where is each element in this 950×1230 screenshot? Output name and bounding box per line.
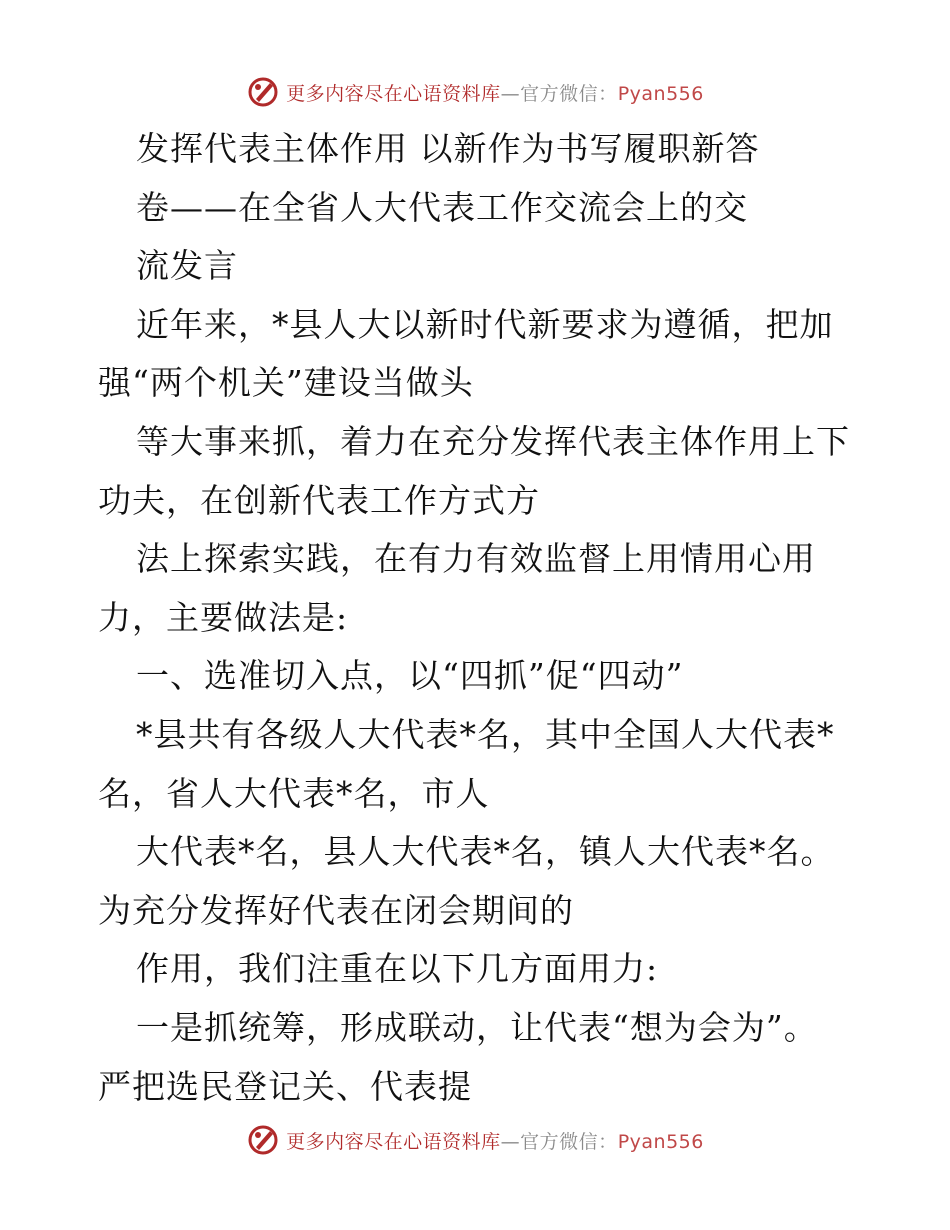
text-line: *县共有各级人大代表*名，其中全国人大代表* <box>136 714 835 754</box>
text-line: 近年来，*县人大以新时代新要求为遵循，把加 <box>136 304 834 344</box>
document-body <box>98 120 858 1116</box>
text-line: 为充分发挥好代表在闭会期间的 <box>98 890 574 930</box>
text-line: 卷——在全省人大代表工作交流会上的交 <box>136 187 748 227</box>
text-line: 一是抓统筹，形成联动，让代表“想为会为”。 <box>136 1007 818 1047</box>
text-line: 一、选准切入点，以“四抓”促“四动” <box>136 656 684 696</box>
header-watermark <box>0 72 950 112</box>
text-line: 大代表*名，县人大代表*名，镇人大代表*名。 <box>136 832 835 872</box>
text-line: 法上探索实践，在有力有效监督上用情用心用 <box>136 539 816 579</box>
text-line: 作用，我们注重在以下几方面用力: <box>136 949 659 989</box>
logo-icon <box>246 75 280 109</box>
text-line: 力，主要做法是: <box>98 597 349 637</box>
watermark-text: 更多内容尽在心语资料库—官方微信：Pyan556 <box>286 82 704 105</box>
watermark-text: 更多内容尽在心语资料库—官方微信：Pyan556 <box>286 1130 704 1153</box>
text-line: 严把选民登记关、代表提 <box>98 1066 472 1106</box>
text-line: 等大事来抓，着力在充分发挥代表主体作用上下 <box>136 421 850 461</box>
logo-icon <box>246 1123 280 1157</box>
text-line: 流发言 <box>136 246 238 286</box>
footer-watermark <box>0 1120 950 1160</box>
text-line: 功夫，在创新代表工作方式方 <box>98 480 540 520</box>
text-line: 名，省人大代表*名，市人 <box>98 773 490 813</box>
text-line: 强“两个机关”建设当做头 <box>98 363 474 403</box>
text-line: 发挥代表主体作用 以新作为书写履职新答 <box>136 129 760 168</box>
